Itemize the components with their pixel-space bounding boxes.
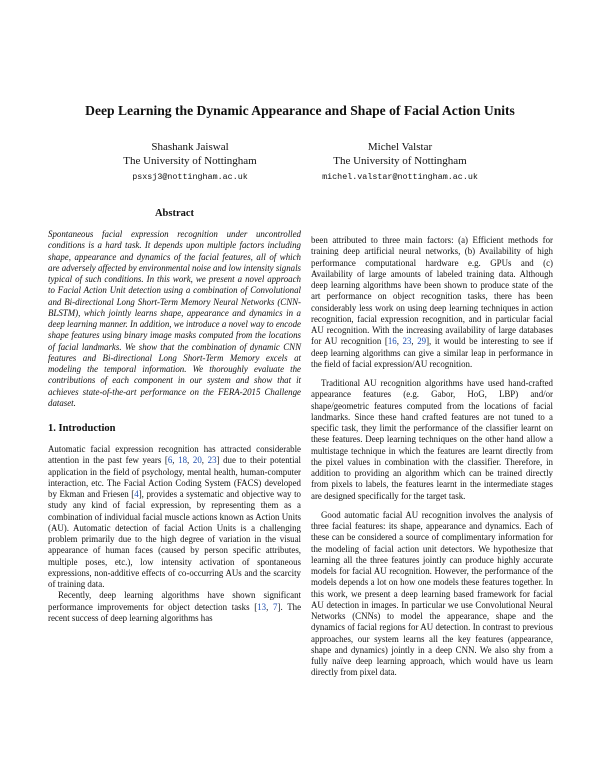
abstract-text: Spontaneous facial expression recognition under uncontrolled conditions is a hard task. It depends upon multiple factors including shape, appearance and dynamics of the facial features, all of which are adversely affected by environmental noise and low intensity signals typical of such conditions. In this work, we present a novel approach to Facial Action Unit detection using a combination of Convolutional and Bi-directional Long Short-Term Memory Neural Networks (CNN-BLSTM), which jointly learns shape, appearance and dynamics in a deep learning manner. In addition, we introduce a novel way to encode shape features using binary image masks computed from the locations of facial landmarks. We show that the combination of dynamic CNN features and Bi-directional Long Short-Term Memory excels at modeling the temporal information. We thoroughly evaluate the contributions of each component in our system and show that it achieves state-of-the-art performance on the FERA-2015 Challenge dataset. <box>48 229 301 408</box>
citation-link[interactable]: 16 <box>387 336 397 347</box>
intro-paragraph-2: Recently, deep learning algorithms have shown significant performance improvements for object detection tasks [13, 7]. The recent success of deep learning algorithms has <box>48 590 302 623</box>
author-block-2 <box>300 140 500 184</box>
author-email: psxsj3@nottingham.ac.uk <box>132 172 248 182</box>
author-email: michel.valstar@nottingham.ac.uk <box>322 172 478 182</box>
paragraph-text: Automatic facial expression recognition has attracted considerable attention in the past few years [ <box>48 444 301 466</box>
citation-link[interactable]: 18 <box>178 455 188 466</box>
author-affiliation: The University of Nottingham <box>123 155 257 167</box>
section-heading-introduction: 1. Introduction <box>48 423 116 434</box>
intro-paragraph-1: Automatic facial expression recognition has attracted considerable attention in the past few years [6, 18, 20, 23] due to their potential application in the field of psychology, mental health, human-computer interaction, etc. The Facial Action Coding System (FACS) developed by Ekman and Friesen [4], provides a systematic and objective way to study any kind of facial expression, by representing them as a combination of individual facial muscle actions known as Action Units (AU). Automatic detection of facial Action Units is a challenging problem primarily due to the high degree of variation in the visual appearance of human faces (caused by person specific attributes, multiple poses, etc.), low intensity activation of spontaneous expressions, non-additive effects of co-occurring AUs and the scarcity of training data. <box>48 444 302 589</box>
citation-link[interactable]: 4 <box>134 489 139 499</box>
right-column <box>311 235 553 679</box>
citation-link[interactable]: 20 <box>192 455 202 466</box>
citation-link[interactable]: 23 <box>207 455 217 466</box>
citation-link[interactable]: 7 <box>273 601 278 612</box>
paragraph-text: been attributed to three main factors: (a) Efficient methods for training deep artificial neural networks, (b) Availability of high performance computational hardware e.g. GPUs and (c) Availability of large amounts of labeled training data. Although deep learning algorithms have been shown to produce state of the art performance on object recognition tasks, there has been considerably less work on using deep learning techniques in action recognition, facial expression recognition, and in particular facial AU recognition. With the increasing availability of large databases for AU recognition [ <box>311 235 553 347</box>
author-name: Shashank Jaiswal <box>151 141 229 153</box>
paragraph-text: ], it would be interesting to see if deep learning algorithms can give a similar leap in performance in the field of facial expression/AU recognition. <box>311 336 553 369</box>
paragraph-text: ], provides a systematic and objective way to study any kind of facial expression, by representing them as a combination of individual facial muscle actions known as Action Units (AU). Automatic detection of facial Action Units is a challenging problem primarily due to the high degree of variation in the visual appearance of human faces (caused by person specific attributes, multiple poses, etc.), low intensity activation of spontaneous expressions, non-additive effects of co-occurring AUs and the scarcity of training data. <box>48 489 301 589</box>
paragraph-text: ] due to their potential application in the field of psychology, mental health, human-computer interaction, etc. The Facial Action Coding System (FACS) developed by Ekman and Friesen [ <box>48 455 302 499</box>
author-name: Michel Valstar <box>367 141 433 153</box>
citation-link[interactable]: 23 <box>402 336 412 347</box>
author-affiliation: The University of Nottingham <box>333 155 467 167</box>
right-paragraph-2: Traditional AU recognition algorithms have used hand-crafted appearance features (e.g. Gabor, HoG, LBP) and/or shape/geometric features computed from the locations of facial landmarks. Since these hand crafted features are not tuned to a specific task, they limit the performance of the classifier learnt on these features. Deep learning techniques on the other hand allow a multistage technique in which the features are learnt directly from the pixel values in combination with the classifier. Therefore, in addition to providing an algorithm which can be trained directly from pixels to labels, the features learnt in the intermediate stages are designed specifically for the target task. <box>311 378 553 501</box>
abstract-heading: Abstract <box>154 208 195 219</box>
citation-link[interactable]: 29 <box>417 336 427 347</box>
paragraph-text: Recently, deep learning algorithms have shown significant performance improvements for object detection tasks [ <box>48 590 301 612</box>
right-paragraph-1: been attributed to three main factors: (a) Efficient methods for training deep artificial neural networks, (b) Availability of high performance computational hardware e.g. GPUs and (c) Availability of large amounts of labeled training data. Although deep learning algorithms have been shown to produce state of the art performance on object recognition tasks, there has been considerably less work on using deep learning techniques in action recognition, facial expression recognition, and in particular facial AU recognition. With the increasing availability of large databases for AU recognition [16, 23, 29], it would be interesting to see if deep learning algorithms can give a similar leap in performance in the field of facial expression/AU recognition. <box>311 235 553 369</box>
paragraph-text: ]. The recent success of deep learning algorithms has <box>48 601 302 623</box>
author-block-1 <box>100 140 280 184</box>
paper-title: Deep Learning the Dynamic Appearance and Shape of Facial Action Units <box>85 103 515 118</box>
left-column <box>48 207 301 624</box>
right-paragraph-3: Good automatic facial AU recognition involves the analysis of three facial features: its shape, appearance and dynamics. Each of these can be considered a source of complimentary information for the modeling of facial action unit detectors. We hypothesize that learning all the three features jointly can produce highly accurate models for facial AU recognition. However, the performance of the models depends a lot on how one models these features together. In this work, we present a deep learning based framework for facial AU detection in images. In particular we use Convolutional Neural Networks (CNNs) to model the appearance, shape and the dynamics of facial regions for AU detection. In contrast to previous approaches, our system learns all the key features (appearance, shape and dynamics) jointly in a deep CNN. We also shy from a fully naïve deep learning approach, which would have us learn directly from pixel data. <box>311 509 553 678</box>
citation-link[interactable]: 6 <box>167 455 173 466</box>
citation-link[interactable]: 13 <box>257 601 267 612</box>
